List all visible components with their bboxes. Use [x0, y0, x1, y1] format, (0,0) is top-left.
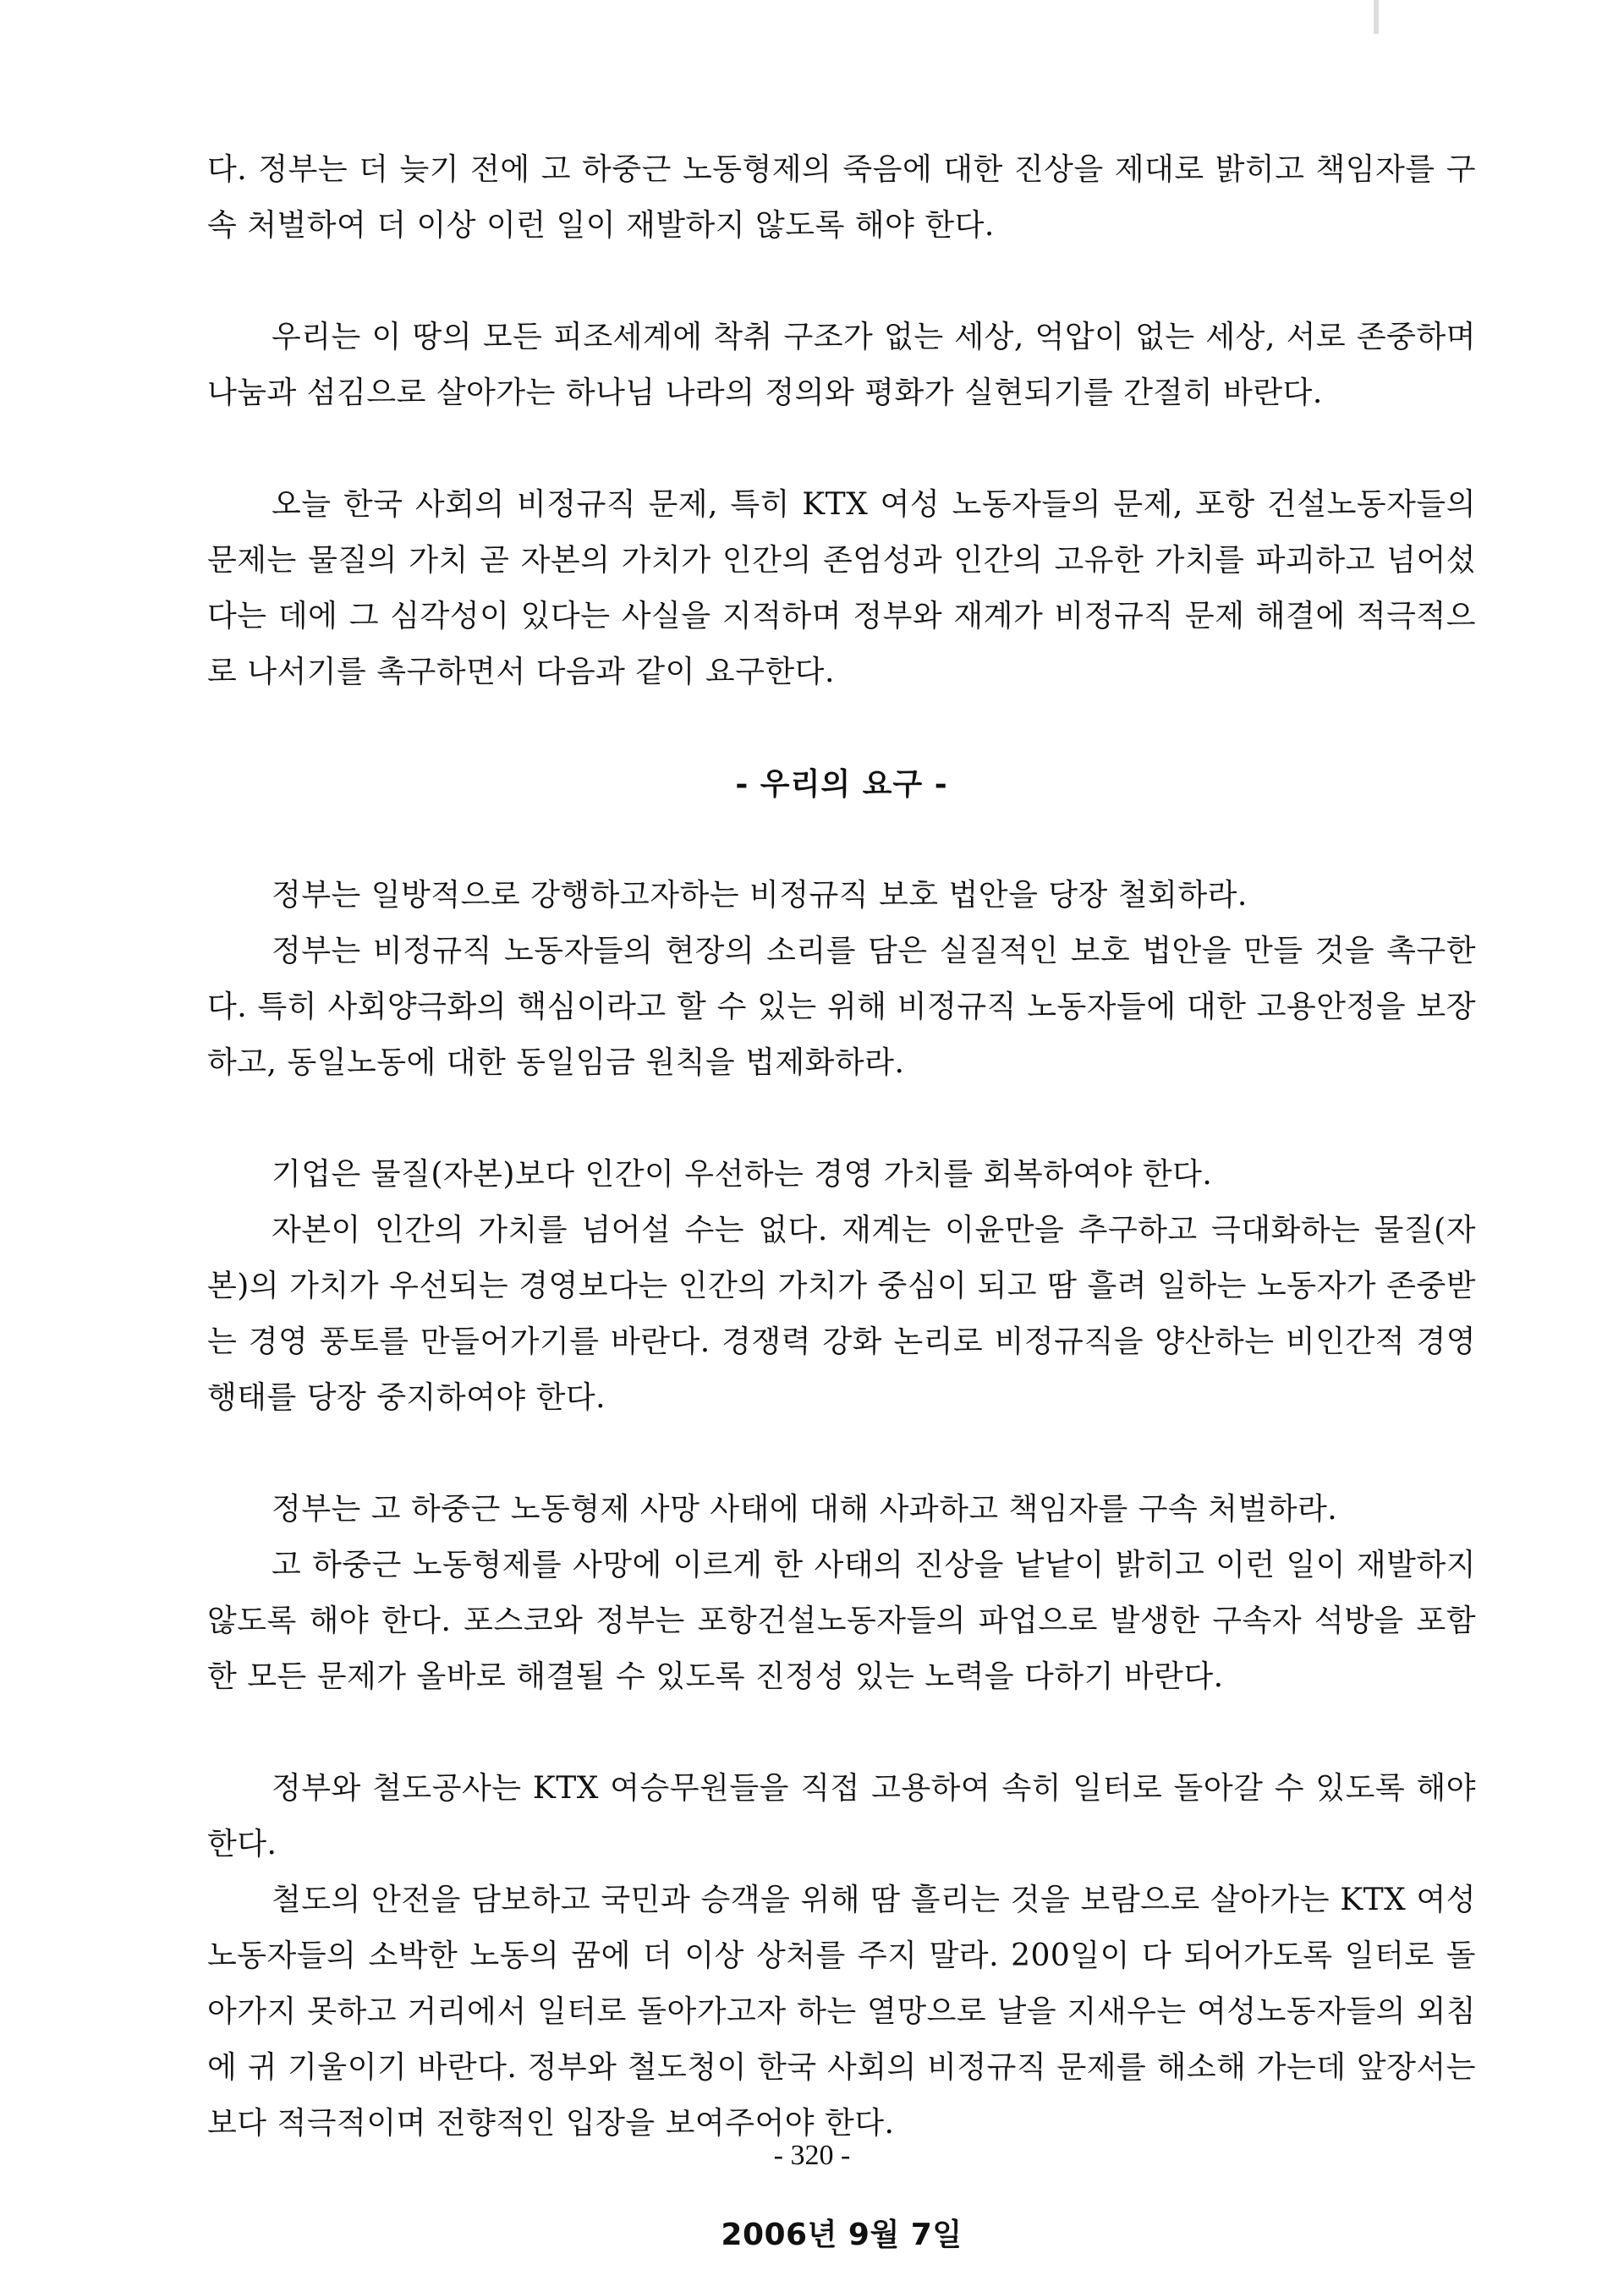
scan-artifact [1374, 0, 1379, 34]
document-body [207, 142, 1476, 2263]
demand-body: 정부는 비정규직 노동자들의 현장의 소리를 담은 실질적인 보호 법안을 만들 것을 촉구한다. 특히 사회양극화의 핵심이라고 할 수 있는 위해 비정규직 노동자들에 대한 고용안정을 보장하고, 동일노동에 대한 동일임금 원칙을 법제화하라. [207, 934, 1476, 1080]
demand-3 [207, 1482, 1476, 1705]
demand-body: 자본이 인간의 가치를 넘어설 수는 없다. 재계는 이윤만을 추구하고 극대화하는 물질(자본)의 가치가 우선되는 경영보다는 인간의 가치가 중심이 되고 땀 흘려 일하는 노동자가 존중받는 경영 풍토를 만들어가기를 바란다. 경쟁력 강화 논리로 비정규직을 양산하는 비인간적 경영 행태를 당장 중지하여야 한다. [207, 1213, 1476, 1415]
demand-lead: 정부는 고 하중근 노동형제 사망 사태에 대해 사과하고 책임자를 구속 처벌하라. [272, 1492, 1338, 1527]
demand-body: 고 하중근 노동형제를 사망에 이르게 한 사태의 진상을 낱낱이 밝히고 이런 일이 재발하지 않도록 해야 한다. 포스코와 정부는 포항건설노동자들의 파업으로 발생한 구속자 석방을 포함한 모든 문제가 올바로 해결될 수 있도록 진정성 있는 노력을 다하기 바란다. [207, 1548, 1476, 1694]
paragraph-problem-statement: 오늘 한국 사회의 비정규직 문제, 특히 KTX 여성 노동자들의 문제, 포항 건설노동자들의 문제는 물질의 가치 곧 자본의 가치가 인간의 존엄성과 인간의 고유한 가치를 파괴하고 넘어섰다는 데에 그 심각성이 있다는 사실을 지적하며 정부와 재계가 비정규직 문제 해결에 적극적으로 나서기를 촉구하면서 다음과 같이 요구한다. [207, 487, 1476, 689]
demand-1 [207, 868, 1476, 1091]
demand-lead: 정부와 철도공사는 KTX 여승무원들을 직접 고용하여 속히 일터로 돌아갈 수 있도록 해야 한다. [207, 1771, 1476, 1862]
section-heading: - 우리의 요구 - [735, 766, 948, 802]
demand-4 [207, 1761, 1476, 2152]
demand-body: 철도의 안전을 담보하고 국민과 승객을 위해 땀 흘리는 것을 보람으로 살아가는 KTX 여성 노동자들의 소박한 노동의 꿈에 더 이상 상처를 주지 말라. 200일이 다 되어가도록 일터로 돌아가지 못하고 거리에서 일터로 돌아가고자 하는 열망으로 날을 지새우는 여성노동자들의 외침에 귀 기울이기 바란다. 정부와 철도청이 한국 사회의 비정규직 문제를 해소해 가는데 앞장서는 보다 적극적이며 전향적인 입장을 보여주어야 한다. [207, 1883, 1476, 2141]
document-date: 2006년 9월 7일 [721, 2218, 963, 2252]
demand-lead: 기업은 물질(자본)보다 인간이 우선하는 경영 가치를 회복하여야 한다. [272, 1157, 1213, 1192]
demand-2 [207, 1147, 1476, 1426]
paragraph-hope: 우리는 이 땅의 모든 피조세계에 착취 구조가 없는 세상, 억압이 없는 세상, 서로 존중하며 나눔과 섬김으로 살아가는 하나님 나라의 정의와 평화가 실현되기를 간절히 바란다. [207, 320, 1476, 410]
page-number: - 320 - [773, 2140, 851, 2171]
demand-lead: 정부는 일방적으로 강행하고자하는 비정규직 보호 법안을 당장 철회하라. [272, 878, 1248, 913]
paragraph-continuation: 다. 정부는 더 늦기 전에 고 하중근 노동형제의 죽음에 대한 진상을 제대로 밝히고 책임자를 구속 처벌하여 더 이상 이런 일이 재발하지 않도록 해야 한다. [207, 152, 1476, 243]
